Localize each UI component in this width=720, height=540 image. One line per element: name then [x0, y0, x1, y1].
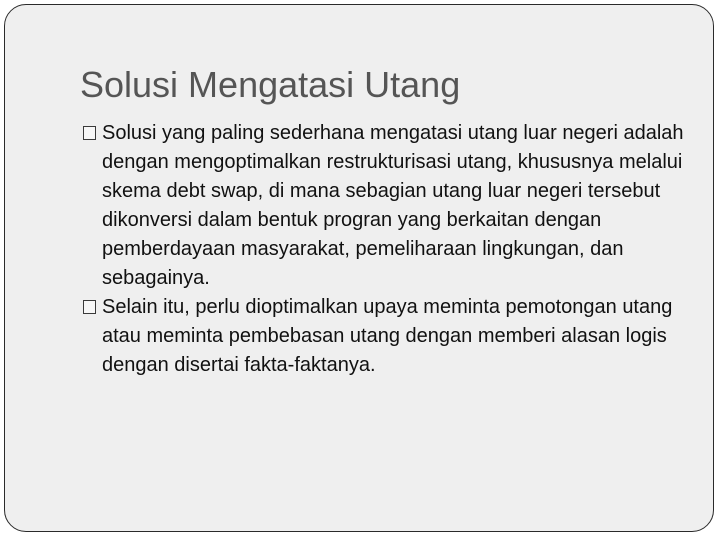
bullet-text: Solusi yang paling sederhana mengatasi utang luar negeri adalah dengan mengoptimalkan restrukturisasi utang, khususnya melalui skema debt swap, di mana sebagian utang luar negeri tersebut dikonversi dalam bentuk progran yang berkaitan dengan pemberdayaan masyarakat, pemeliharaan lingkungan, dan sebagainya. — [102, 122, 684, 289]
square-bullet-icon — [83, 126, 96, 140]
slide-frame — [4, 4, 714, 532]
square-bullet-icon — [83, 300, 96, 314]
bullet-list — [83, 119, 693, 380]
bullet-item — [83, 293, 693, 380]
bullet-item — [83, 119, 693, 293]
bullet-text: Selain itu, perlu dioptimalkan upaya meminta pemotongan utang atau meminta pembebasan utang dengan memberi alasan logis dengan disertai fakta-faktanya. — [102, 296, 673, 376]
slide-title: Solusi Mengatasi Utang — [80, 64, 461, 105]
